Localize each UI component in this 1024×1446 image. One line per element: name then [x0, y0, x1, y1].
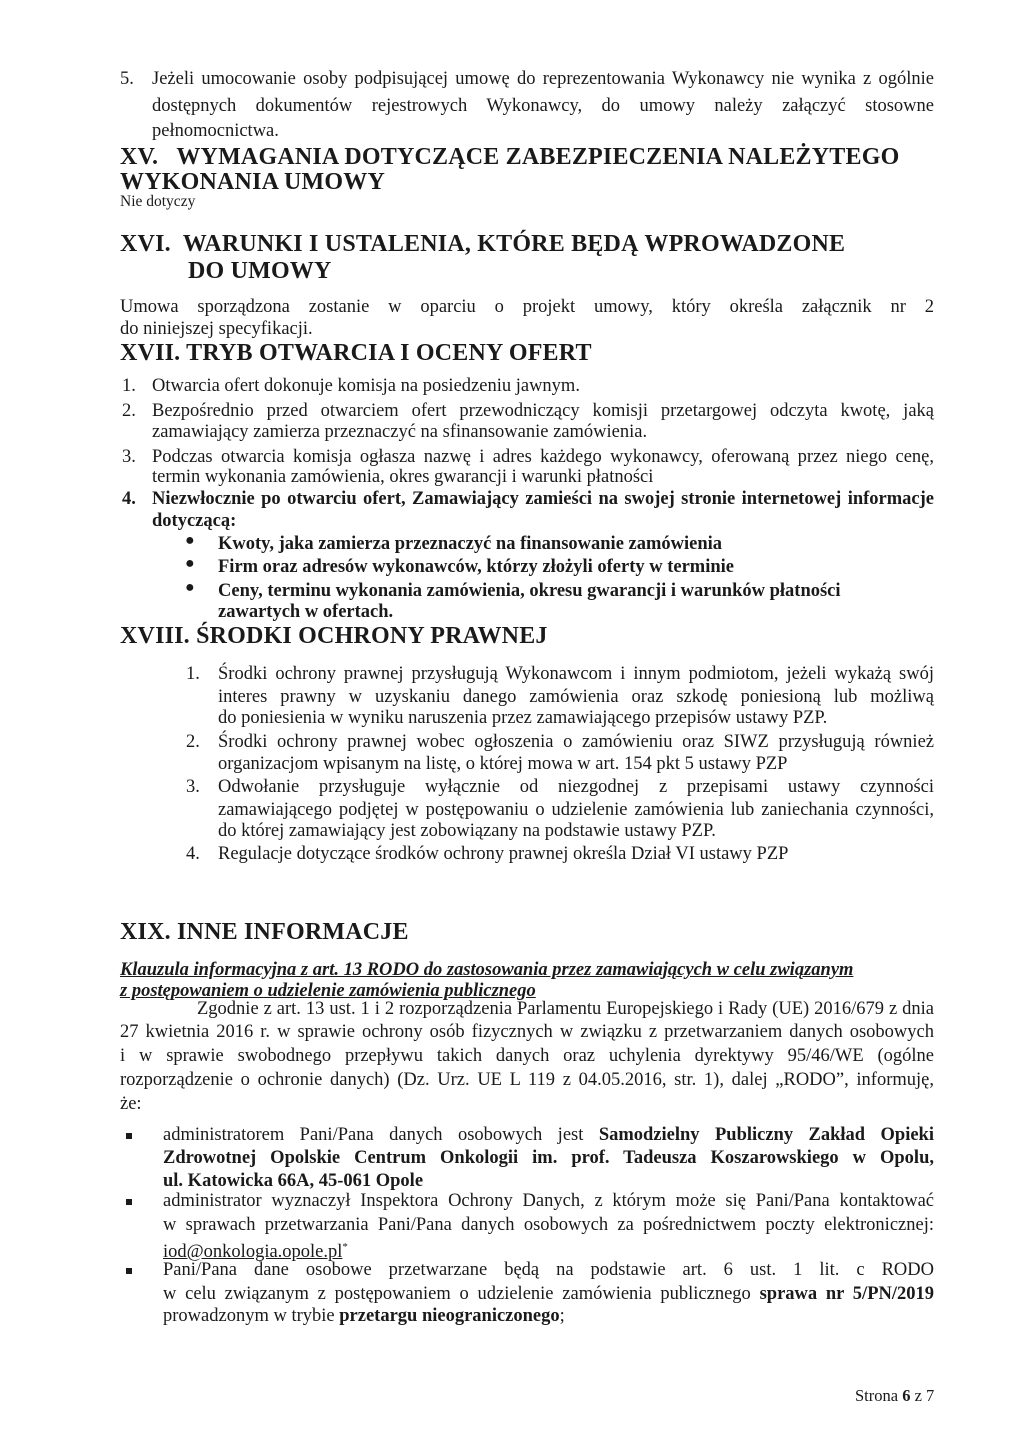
- list-item: zamawiający zamierza przeznaczyć na sfinansowanie zamówienia.: [152, 422, 648, 442]
- rodo-item-text: w celu związanym z postępowaniem o udzielenie zamówienia publicznego: [163, 1284, 751, 1304]
- page-label: Strona: [855, 1386, 899, 1405]
- list-item: organizacjom wpisanym na listę, o której mowa w art. 154 pkt 5 ustawy PZP: [218, 754, 788, 774]
- item-number: 2.: [122, 401, 136, 421]
- case-number: sprawa nr 5/PN/2019: [759, 1284, 934, 1304]
- section-heading-xviii: XVIII. ŚRODKI OCHRONY PRAWNEJ: [120, 623, 548, 649]
- paragraph-line: Zgodnie z art. 13 ust. 1 i 2 rozporządzenia Parlamentu Europejskiego i Rady (UE) 2016/679 z dnia: [197, 999, 934, 1019]
- clause-heading: Klauzula informacyjna z art. 13 RODO do zastosowania przez zamawiających w celu związanym: [120, 960, 854, 980]
- rodo-item-line: w sprawach przetwarzania Pani/Pana danych osobowych za pośrednictwem poczty elektronicznej:: [163, 1215, 934, 1235]
- square-bullet-icon: [126, 1268, 132, 1274]
- item-number: 3.: [186, 777, 200, 797]
- rodo-item-line: [163, 1283, 934, 1306]
- bullet-icon: ●: [185, 555, 195, 572]
- item-number: 4.: [186, 844, 200, 864]
- rodo-item-line: [163, 1305, 565, 1328]
- administrator-address: ul. Katowicka 66A, 45-061 Opole: [163, 1171, 424, 1191]
- sub-list-item: Firm oraz adresów wykonawców, którzy złożyli oferty w terminie: [218, 557, 734, 577]
- page-separator: z: [914, 1386, 922, 1405]
- list-item: Niezwłocznie po otwarciu ofert, Zamawiający zamieści na swojej stronie internetowej informacje: [152, 489, 934, 509]
- section-heading-xvi-cont: DO UMOWY: [188, 258, 332, 284]
- item-number: 3.: [122, 447, 136, 467]
- list-item: Środki ochrony prawnej wobec ogłoszenia o zamówieniu oraz SIWZ przysługują również: [218, 732, 934, 752]
- administrator-name: Zdrowotnej Opolskie Centrum Onkologii im. prof. Tadeusza Koszarowskiego w Opolu,: [163, 1148, 934, 1168]
- section-heading-xv: XV. WYMAGANIA DOTYCZĄCE ZABEZPIECZENIA NALEŻYTEGO: [120, 144, 900, 170]
- square-bullet-icon: [126, 1199, 132, 1205]
- page-total: 7: [926, 1386, 935, 1405]
- punctuation: ;: [559, 1306, 565, 1326]
- paragraph-line: do niniejszej specyfikacji.: [120, 319, 313, 339]
- list-item: Środki ochrony prawnej przysługują Wykonawcom i innym podmiotom, jeżeli wykażą swój: [218, 664, 934, 684]
- rodo-item-text: administratorem Pani/Pana danych osobowych jest: [163, 1125, 584, 1145]
- footnote-mark: *: [342, 1241, 348, 1253]
- clause-heading: z postępowaniem o udzielenie zamówienia publicznego: [120, 981, 536, 1001]
- rodo-item-line: Pani/Pana dane osobowe przetwarzane będą na podstawie art. 6 ust. 1 lit. c RODO: [163, 1260, 934, 1280]
- item-number: 4.: [122, 489, 136, 509]
- sub-list-item: zawartych w ofertach.: [218, 602, 394, 622]
- list-item: interes prawny w uzyskaniu danego zamówienia oraz szkodę poniesioną lub możliwą: [218, 687, 934, 707]
- paragraph-line: rozporządzenie o ochronie danych) (Dz. Urz. UE L 119 z 04.05.2016, str. 1), dalej „RODO”, informuję,: [120, 1070, 934, 1090]
- item-number: 5.: [120, 69, 134, 89]
- bullet-icon: ●: [185, 579, 195, 596]
- sub-list-item: Kwoty, jaka zamierza przeznaczyć na finansowanie zamówienia: [218, 534, 723, 554]
- list-item: Otwarcia ofert dokonuje komisja na posiedzeniu jawnym.: [152, 376, 580, 396]
- paragraph-line: że:: [120, 1094, 142, 1114]
- section-heading-xvi: XVI. WARUNKI I USTALENIA, KTÓRE BĘDĄ WPROWADZONE: [120, 231, 846, 257]
- square-bullet-icon: [126, 1133, 132, 1139]
- list-item: Odwołanie przysługuje wyłącznie od niezgodnej z przepisami ustawy czynności: [218, 777, 934, 797]
- rodo-item-line: [163, 1124, 934, 1147]
- list-item: termin wykonania zamówienia, okres gwarancji i warunki płatności: [152, 467, 654, 487]
- item-number: 1.: [186, 664, 200, 684]
- section-heading-xix: XIX. INNE INFORMACJE: [120, 919, 409, 945]
- section-heading-xvii: XVII. TRYB OTWARCIA I OCENY OFERT: [120, 340, 592, 366]
- paragraph-line: i w sprawie swobodnego przepływu takich danych oraz uchylenia dyrektywy 95/46/WE (ogólne: [120, 1046, 934, 1066]
- page-footer: [855, 1386, 934, 1406]
- list-item: do poniesienia w wyniku naruszenia przez zamawiającego przepisów ustawy PZP.: [218, 708, 828, 728]
- list-item: dotyczącą:: [152, 511, 237, 531]
- sub-list-item: Ceny, terminu wykonania zamówienia, okresu gwarancji i warunków płatności: [218, 581, 841, 601]
- list-item: Bezpośrednio przed otwarciem ofert przewodniczący komisji przetargowej odczyta kwotę, jaką: [152, 401, 934, 421]
- list-item: Regulacje dotyczące środków ochrony prawnej określa Dział VI ustawy PZP: [218, 844, 789, 864]
- paragraph-line: Umowa sporządzona zostanie w oparciu o projekt umowy, który określa załącznik nr 2: [120, 297, 934, 317]
- rodo-item-text: prowadzonym w trybie: [163, 1306, 335, 1326]
- list-item: zamawiającego podjętej w postępowaniu o udzielenie zamówienia lub zaniechania czynności,: [218, 800, 934, 820]
- email-link[interactable]: iod@onkologia.opole.pl: [163, 1242, 343, 1263]
- bullet-icon: ●: [185, 532, 195, 549]
- paragraph-line: dostępnych dokumentów rejestrowych Wykonawcy, do umowy należy załączyć stosowne: [152, 96, 934, 116]
- paragraph-line: 27 kwietnia 2016 r. w sprawie ochrony osób fizycznych w związku z przetwarzaniem danych osobowych: [120, 1022, 934, 1042]
- section-note: Nie dotyczy: [120, 193, 196, 210]
- item-number: 1.: [122, 376, 136, 396]
- page-number: 6: [902, 1386, 911, 1405]
- paragraph-line: Jeżeli umocowanie osoby podpisującej umowę do reprezentowania Wykonawcy nie wynika z ogólnie: [152, 69, 934, 89]
- administrator-name: Samodzielny Publiczny Zakład Opieki: [598, 1125, 934, 1145]
- rodo-item-line: administrator wyznaczył Inspektora Ochrony Danych, z którym może się Pani/Pana kontaktować: [163, 1191, 934, 1211]
- procedure-type: przetargu nieograniczonego: [339, 1306, 560, 1326]
- list-item: Podczas otwarcia komisja ogłasza nazwę i adres każdego wykonawcy, oferowaną przez niego cenę,: [152, 447, 934, 467]
- section-heading-xv-cont: WYKONANIA UMOWY: [120, 169, 385, 195]
- item-number: 2.: [186, 732, 200, 752]
- list-item: do której zamawiający jest zobowiązany na podstawie ustawy PZP.: [218, 821, 716, 841]
- paragraph-line: pełnomocnictwa.: [152, 121, 279, 141]
